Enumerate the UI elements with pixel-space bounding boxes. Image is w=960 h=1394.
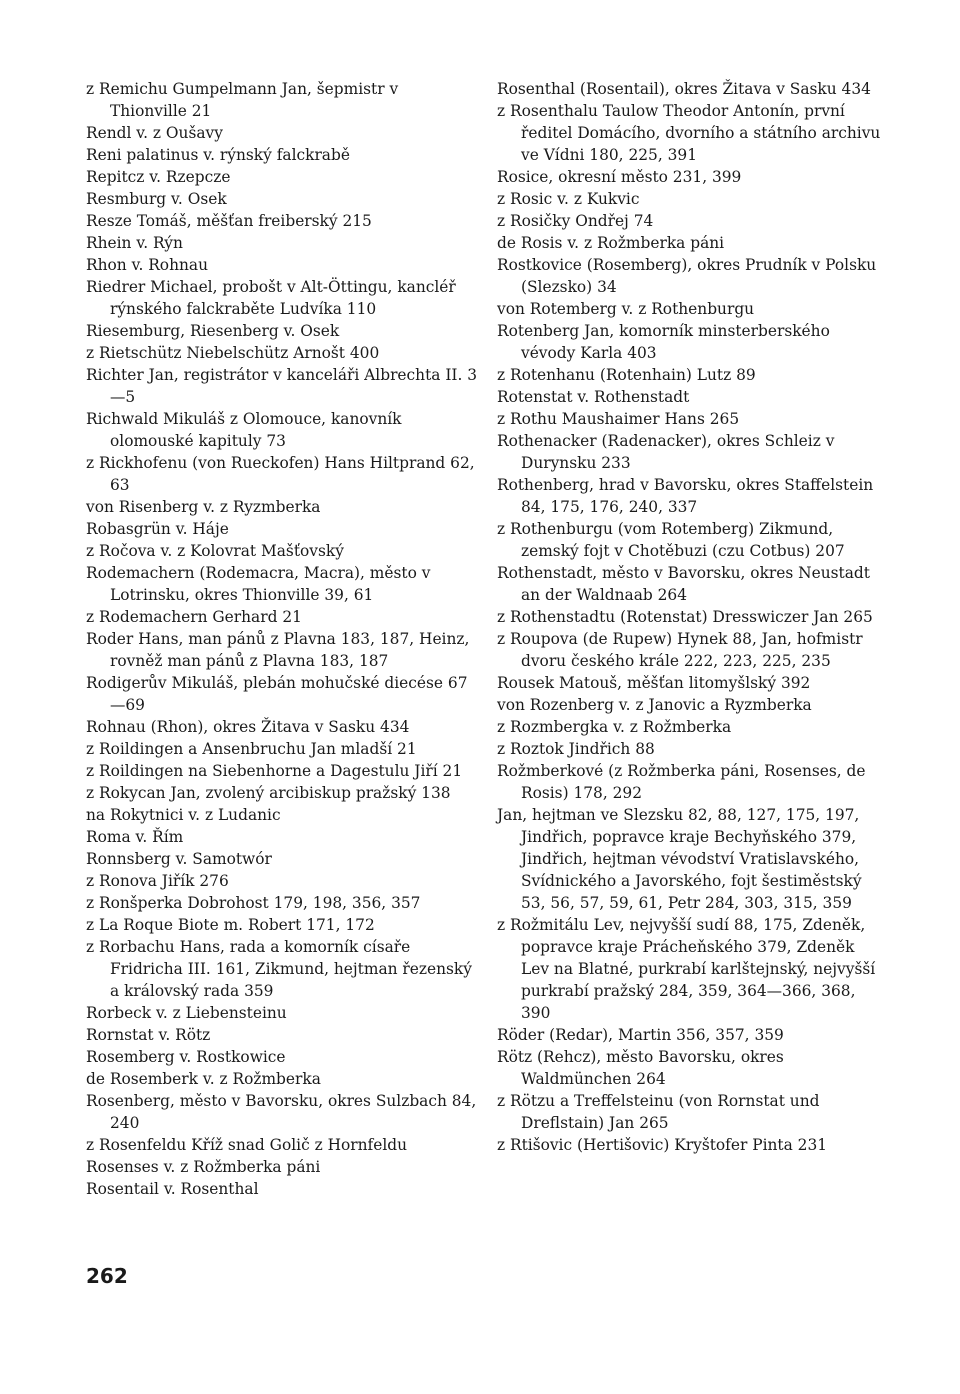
index-entry: z Rosic v. z Kukvic xyxy=(497,190,640,208)
index-entry: z Rosičky Ondřej 74 xyxy=(497,212,654,230)
index-entry: Riedrer Michael, probošt v Alt-Öttingu, kancléř rýnského falckraběte Ludvíka 110 xyxy=(86,278,456,318)
index-entry: z La Roque Biote m. Robert 171, 172 xyxy=(86,916,375,934)
index-entry: z Rothenstadtu (Rotenstat) Dresswiczer Jan 265 xyxy=(497,608,873,626)
index-entry: Rosemberg v. Rostkowice xyxy=(86,1048,286,1066)
index-entry: Rosenthal (Rosentail), okres Žitava v Sasku 434 xyxy=(497,80,871,98)
index-entry: z Rtišovic (Hertišovic) Kryštofer Pinta 231 xyxy=(497,1136,828,1154)
index-entry: von Rotemberg v. z Rothenburgu xyxy=(497,300,755,318)
index-entry: Rousek Matouš, měšťan litomyšlský 392 xyxy=(497,674,811,692)
index-entry: Repitcz v. Rzepcze xyxy=(86,168,231,186)
index-entry: z Rötzu a Treffelsteinu (von Rornstat und Dreflstain) Jan 265 xyxy=(497,1092,820,1132)
index-entry: z Roztok Jindřich 88 xyxy=(497,740,655,758)
index-entry: von Risenberg v. z Ryzmberka xyxy=(86,498,321,516)
index-entry: z Rokycan Jan, zvolený arcibiskup pražský 138 xyxy=(86,784,451,802)
index-entry: Rodemachern (Rodemacra, Macra), město v Lotrinsku, okres Thionville 39, 61 xyxy=(86,564,431,604)
index-entry: z Roupova (de Rupew) Hynek 88, Jan, hofmistr dvoru českého krále 222, 223, 225, 235 xyxy=(497,630,863,670)
index-entry: z Ročova v. z Kolovrat Mašťovský xyxy=(86,542,344,560)
index-entry: Rodigerův Mikuláš, plebán mohučské diecése 67—69 xyxy=(86,674,468,714)
index-entry: Rosice, okresní město 231, 399 xyxy=(497,168,742,186)
index-entry: z Rodemachern Gerhard 21 xyxy=(86,608,302,626)
index-entry: Rorbeck v. z Liebensteinu xyxy=(86,1004,287,1022)
index-entry: na Rokytnici v. z Ludanic xyxy=(86,806,281,824)
index-entry: de Rosis v. z Rožmberka páni xyxy=(497,234,725,252)
index-entry: z Rickhofenu (von Rueckofen) Hans Hiltprand 62, 63 xyxy=(86,454,475,494)
index-entry: Rotenberg Jan, komorník minsterberského vévody Karla 403 xyxy=(497,322,830,362)
index-entry: von Rozenberg v. z Janovic a Ryzmberka xyxy=(497,696,812,714)
index-entry: Rosenberg, město v Bavorsku, okres Sulzbach 84, 240 xyxy=(86,1092,477,1132)
index-entry: Rosentail v. Rosenthal xyxy=(86,1180,259,1198)
index-entry: Rötz (Rehcz), město Bavorsku, okres Waldmünchen 264 xyxy=(497,1048,784,1088)
index-entry: z Rothenburgu (vom Rotemberg) Zikmund, zemský fojt v Chotěbuzi (czu Cotbus) 207 xyxy=(497,520,845,560)
index-entry: Rothenberg, hrad v Bavorsku, okres Staffelstein 84, 175, 176, 240, 337 xyxy=(497,476,874,516)
index-entry: z Rietschütz Niebelschütz Arnošt 400 xyxy=(86,344,380,362)
index-entry: z Ronova Jiřík 276 xyxy=(86,872,229,890)
index-entry: z Roildingen a Ansenbruchu Jan mladší 21 xyxy=(86,740,417,758)
index-entry: Resmburg v. Osek xyxy=(86,190,227,208)
index-entry: Robasgrün v. Háje xyxy=(86,520,229,538)
index-entry: z Ronšperka Dobrohost 179, 198, 356, 357 xyxy=(86,894,421,912)
index-entry: Rožmberkové (z Rožmberka páni, Rosenses, de Rosis) 178, 292 xyxy=(497,762,866,802)
index-entry: Rornstat v. Rötz xyxy=(86,1026,211,1044)
index-entry: Ronnsberg v. Samotwór xyxy=(86,850,272,868)
index-entry: Rothenstadt, město v Bavorsku, okres Neustadt an der Waldnaab 264 xyxy=(497,564,870,604)
index-entry: z Rožmitálu Lev, nejvyšší sudí 88, 175, Zdeněk, popravce kraje Prácheňského 379, Zdeněk Lev na Blatné, purkrabí karlštejnský, nejvyšší purkrabí pražský 284, 359, 364—366, 368, 390 xyxy=(497,916,876,1022)
index-entry: Rostkovice (Rosemberg), okres Prudník v Polsku (Slezsko) 34 xyxy=(497,256,877,296)
index-entry: Rhein v. Rýn xyxy=(86,234,183,252)
index-entry: de Rosemberk v. z Rožmberka xyxy=(86,1070,321,1088)
index-entry: Rosenses v. z Rožmberka páni xyxy=(86,1158,321,1176)
index-entry: Rothenacker (Radenacker), okres Schleiz v Durynsku 233 xyxy=(497,432,835,472)
index-entry: z Rorbachu Hans, rada a komorník císaře Fridricha III. 161, Zikmund, hejtman řezenský a královský rada 359 xyxy=(86,938,472,1000)
index-entry: Richter Jan, registrátor v kanceláři Albrechta II. 3—5 xyxy=(86,366,478,406)
index-entry: Riesemburg, Riesenberg v. Osek xyxy=(86,322,340,340)
index-entry: Rendl v. z Oušavy xyxy=(86,124,223,142)
index-entry: Reni palatinus v. rýnský falckrabě xyxy=(86,146,350,164)
index-entry: z Roildingen na Siebenhorne a Dagestulu Jiří 21 xyxy=(86,762,463,780)
index-entry: Jan, hejtman ve Slezsku 82, 88, 127, 175, 197, Jindřich, popravce kraje Bechyňského 379, Jindřich, hejtman vévodství Vratislavského, Svídnického a Javorského, fojt šestiměstský 53, 56, 57, 59, 61, Petr 284, 303, 315, 359 xyxy=(497,806,862,912)
index-column-left xyxy=(86,78,478,1200)
index-entry: Rohnau (Rhon), okres Žitava v Sasku 434 xyxy=(86,718,410,736)
index-entry: Roder Hans, man pánů z Plavna 183, 187, Heinz, rovněž man pánů z Plavna 183, 187 xyxy=(86,630,470,670)
index-entry: Roma v. Řím xyxy=(86,828,184,846)
index-entry: z Rosenfeldu Kříž snad Golič z Hornfeldu xyxy=(86,1136,408,1154)
index-entry: z Remichu Gumpelmann Jan, šepmistr v Thionville 21 xyxy=(86,80,399,120)
index-entry: z Rozmbergka v. z Rožmberka xyxy=(497,718,732,736)
index-entry: z Rosenthalu Taulow Theodor Antonín, první ředitel Domácího, dvorního a státního archivu ve Vídni 180, 225, 391 xyxy=(497,102,881,164)
index-entry: z Rothu Maushaimer Hans 265 xyxy=(497,410,740,428)
index-column-right xyxy=(497,78,887,1156)
index-entry: Rhon v. Rohnau xyxy=(86,256,208,274)
index-entry: Röder (Redar), Martin 356, 357, 359 xyxy=(497,1026,784,1044)
page-number: 262 xyxy=(86,1264,128,1288)
index-entry: Resze Tomáš, měšťan freiberský 215 xyxy=(86,212,372,230)
index-entry: Rotenstat v. Rothenstadt xyxy=(497,388,690,406)
index-entry: z Rotenhanu (Rotenhain) Lutz 89 xyxy=(497,366,756,384)
index-entry: Richwald Mikuláš z Olomouce, kanovník olomouské kapituly 73 xyxy=(86,410,402,450)
